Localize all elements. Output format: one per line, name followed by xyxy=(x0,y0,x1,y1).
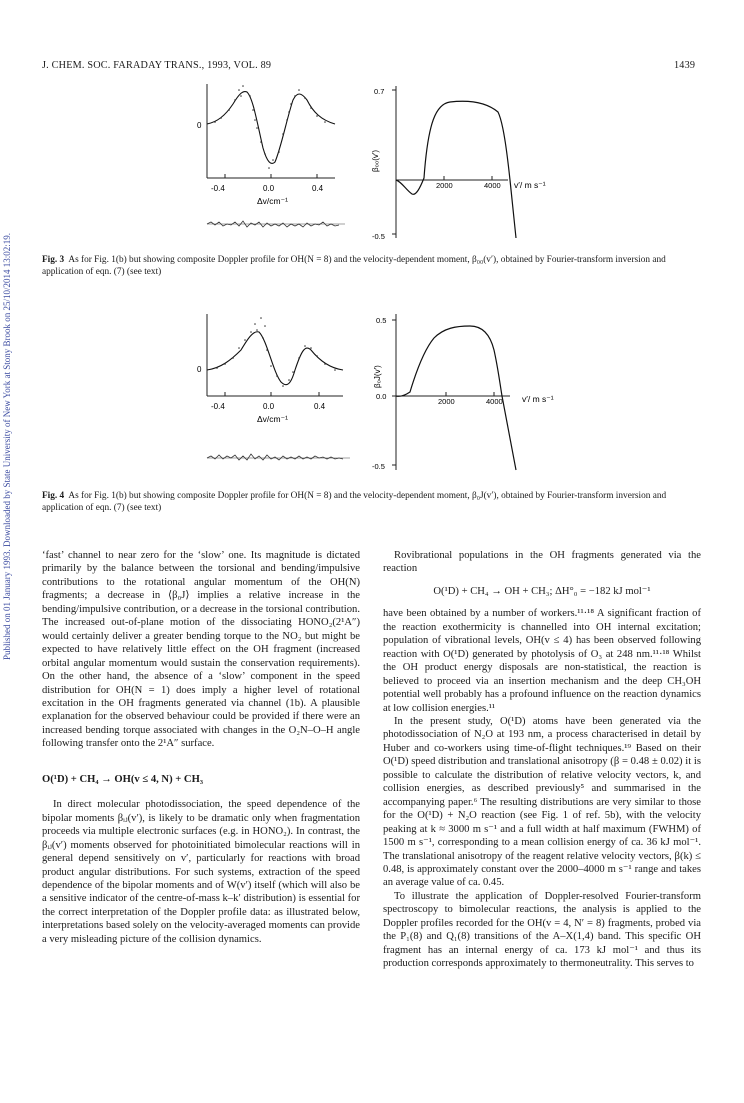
fig3-right-xtick: 2000 xyxy=(436,181,453,190)
body-paragraph: Rovibrational populations in the OH fragments generated via the reaction xyxy=(383,550,701,575)
fig4-moment-plot xyxy=(358,310,583,475)
fig3-zero-label: 0 xyxy=(197,121,202,130)
fig4-right-xtick: 2000 xyxy=(438,397,455,406)
reaction-equation: O(¹D) + CH₄ → OH + CH₃; ΔH°₀ = −182 kJ mol⁻¹ xyxy=(433,585,651,597)
fig3-doppler-profile xyxy=(195,82,355,237)
fig4-xtick: -0.4 xyxy=(211,402,225,411)
fig4-caption xyxy=(42,491,700,514)
fig3-caption-text: As for Fig. 1(b) but showing composite Doppler profile for OH(N = 8) and the velocity-dependent moment, β₀₀(v′), obtained by Fourier-transform inversion and application of eqn. (7) (see text) xyxy=(42,255,666,277)
left-column xyxy=(42,549,360,946)
fig3-xtick: 0.0 xyxy=(263,184,275,193)
fig3-ytick: -0.5 xyxy=(372,232,385,241)
fig4-ytick: 0.5 xyxy=(376,316,387,325)
fig4-right-xtick: 4000 xyxy=(486,397,503,406)
body-paragraph: have been obtained by a number of workers.¹¹·¹⁸ A significant fraction of the reaction exothermicity is channelled into OH internal excitation; population of vibrational levels, OH(v ≤ 4) has been observed following reaction with O(¹D) generated by photolysis of O₃ at 248 nm.¹¹·¹⁸ Whilst the OH product energy disposals are non-statistical, the reaction is believed to proceed via an insertion mechanism and the deep CH₃OH potential well probably has a profound influence on the reaction dynamics at low collision energies.¹¹ xyxy=(383,608,701,714)
fig4-zero-label: 0 xyxy=(197,365,202,374)
fig4-ytick: -0.5 xyxy=(372,462,385,471)
fig4-caption-text: As for Fig. 1(b) but showing composite Doppler profile for OH(N = 8) and the velocity-dependent moment, β₀J(v′), obtained by Fourier-transform inversion and application of eqn. (7) (see text) xyxy=(42,491,667,513)
fig4-xlabel: Δv/cm⁻¹ xyxy=(257,414,288,424)
body-paragraph: To illustrate the application of Doppler-resolved Fourier-transform spectroscopy to bimolecular reactions, the analysis is applied to the Doppler profiles recorded for the OH(v = 4, N′ = 8) fragments, probed via the P₁(8) and Q₁(8) transitions of the A–X(1,4) band. This specific OH fragment has an internal energy of ca. 173 kJ mol⁻¹ and thus its production corresponds approximately to thermoneutrality. This serves to xyxy=(383,890,701,970)
fig3-xtick: 0.4 xyxy=(312,184,324,193)
fig3-caption xyxy=(42,255,700,278)
fig3-ylabel: β₀₀(v′) xyxy=(371,149,380,172)
fig4-xtick: 0.4 xyxy=(314,402,326,411)
fig4-doppler-profile xyxy=(195,310,360,475)
section-heading: O(¹D) + CH₄ → OH(v ≤ 4, N) + CH₃ xyxy=(42,773,204,785)
body-paragraph: In direct molecular photodissociation, the speed dependence of the bipolar moments βᵢⱼ(v′), is likely to be dramatic only when fragmentation proceeds via multiple electronic surfaces (e.g. in HONO₂). In contrast, the βᵢⱼ(v′) moments observed for photoinitiated bimolecular reactions will in general depend sensitively on v′, particularly for reactions with broad product angular distributions. For such systems, extraction of the speed dependence of the bipolar moments and of W(v′) itself (which will also be a sensitive indicator of the centre-of-mass k–k′ distribution) is essential for the correct interpretation of the Doppler profile data: as illustrated below, interpretations based solely on the velocity-averaged moments can provide a very misleading picture of the collision dynamics. xyxy=(42,799,360,945)
fig4-caption-label: Fig. 4 xyxy=(42,491,65,501)
right-column xyxy=(383,549,701,971)
fig4-right-xlabel: v′/ m s⁻¹ xyxy=(522,394,554,404)
download-note: Published on 01 January 1993. Downloaded by State University of New York at Stony Brook on 25/10/2014 13:02:19. xyxy=(2,233,12,660)
fig3-moment-plot xyxy=(358,82,568,242)
fig3-ytick: 0.7 xyxy=(374,87,385,96)
fig3-xlabel: Δv/cm⁻¹ xyxy=(257,196,288,206)
body-paragraph: ‘fast’ channel to near zero for the ‘slow’ one. Its magnitude is dictated primarily by the balance between the torsional and bending/impulsive contributions to the rotational angular momentum of the OH(N) fragments; a decrease in ⟨β₀J⟩ implies a relative increase in the bending/impulsive contribution, or a decrease in the torsional contribution. The increased out-of-plane motion of the dissociating HONO₂(2¹A″) would certainly deliver a greater bending torque to the NO₂ but might be expected to have relatively little effect on the OH fragment (increased orbital angular momentum would sustain the conservation requirements). On the other hand, the absence of a ‘slow’ component in the speed distribution for OH(N = 1) does imply a higher level of rotational excitation in the OH fragments generated via channel (1b). A plausible explanation for the observed behaviour could be provided if there were an increased bending torque associated with changes in the O₂N–O–H angle following transfer onto the 2¹A″ surface. xyxy=(42,550,360,750)
fig4-xtick: 0.0 xyxy=(263,402,275,411)
fig3-caption-label: Fig. 3 xyxy=(42,255,65,265)
running-header: J. CHEM. SOC. FARADAY TRANS., 1993, VOL. 89 xyxy=(42,60,272,71)
fig3-right-xlabel: v′/ m s⁻¹ xyxy=(514,180,546,190)
page-number: 1439 xyxy=(674,60,696,71)
fig3-xtick: -0.4 xyxy=(211,184,225,193)
body-paragraph: In the present study, O(¹D) atoms have been generated via the photodissociation of N₂O at 193 nm, a process characterised in detail by Huber and co-workers using time-of-flight techniques.¹⁹ Based on their O(¹D) speed distribution and translational anisotropy (β = 0.48 ± 0.02) it is possible to calculate the distribution of relative velocity vectors, k, and collision energies, as described previously⁵ and summarised in the accompanying paper.⁶ The resulting distributions are very similar to those for the O(¹D) + N₂O reaction (see Fig. 1 of ref. 5b), with the velocity peaking at k ≈ 3000 m s⁻¹ and a full width at half maximum (FWHM) of 1500 m s⁻¹, corresponding to a mean collision energy of ca. 36 kJ mol⁻¹. The translational anisotropy of the reagent relative velocity vectors, β(k) ≤ 0.48, is approximately constant over the 2000–4000 m s⁻¹ range and takes an average value of ca. 0.45. xyxy=(383,715,701,889)
fig4-ytick: 0.0 xyxy=(376,392,387,401)
fig4-ylabel: β₀J(v′) xyxy=(373,365,382,388)
fig3-right-xtick: 4000 xyxy=(484,181,501,190)
